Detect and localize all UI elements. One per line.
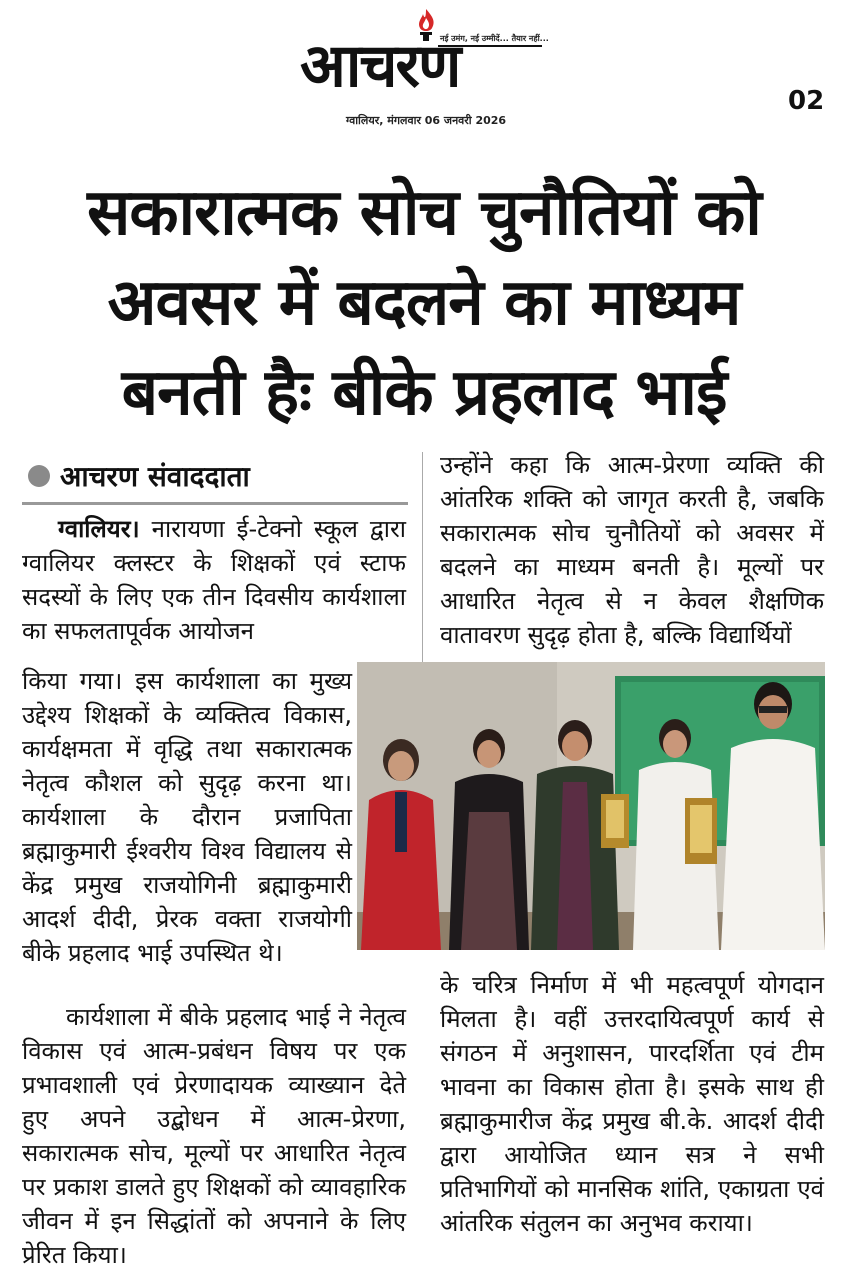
byline-text: आचरण संवाददाता [60, 460, 250, 493]
intro-text: नारायणा ई-टेक्नो स्कूल द्वारा ग्वालियर क्लस्टर के शिक्षकों एवं स्टाफ सदस्यों के लिए एक तीन दिवसीय कार्यशाला का सफलतापूर्वक आयोजन [22, 515, 406, 645]
headline-line-2: अवसर में बदलने का माध्यम [107, 266, 741, 340]
column-divider [422, 452, 423, 662]
article-right-top: उन्होंने कहा कि आत्म-प्रेरणा व्यक्ति की आंतरिक शक्ति को जागृत करती है, जबकि सकारात्मक सोच चुनौतियों को अवसर में बदलने का माध्यम बनती है। मूल्यों पर आधारित नेतृत्व से न केवल शैक्षणिक वातावरण सुदृढ़ होता है, बल्कि विद्यार्थियों [440, 451, 824, 649]
byline-divider [22, 502, 408, 505]
newspaper-logo: आचरण [300, 31, 460, 101]
masthead-tagline: नई उमंग, नई उम्मीदें... तैयार नहीं... [440, 34, 549, 43]
award-ceremony-photo [357, 662, 825, 950]
article-paragraph-2: कार्यशाला में बीके प्रहलाद भाई ने नेतृत्व विकास एवं आत्म-प्रबंधन विषय पर एक प्रभावशाली एवं प्रेरणादायक व्याख्यान देते हुए अपने उद्बोधन में आत्म-प्रेरणा, सकारात्मक सोच, मूल्यों पर आधारित नेतृत्व पर प्रकाश डालते हुए शिक्षकों को व्यावहारिक जीवन में इन सिद्धांतों को अपनाने के लिए प्रेरित किया। [22, 1003, 407, 1269]
lead-city: ग्वालियर। [58, 515, 140, 543]
headline [14, 168, 834, 438]
article-intro [22, 512, 406, 648]
masthead [0, 0, 847, 140]
article-right-bottom: के चरित्र निर्माण में भी महत्वपूर्ण योगदान मिलता है। वहीं उत्तरदायित्वपूर्ण कार्य से संगठन में अनुशासन, पारदर्शिता एवं टीम भावना का विकास होता है। इसके साथ ही ब्रह्माकुमारीज केंद्र प्रमुख बी.के. आदर्श दीदी द्वारा आयोजित ध्यान सत्र ने सभी प्रतिभागियों को मानसिक शांति, एकाग्रता एवं आंतरिक संतुलन का अनुभव कराया। [440, 971, 824, 1237]
bullet-dot-icon [28, 465, 50, 487]
event-photo [357, 662, 825, 950]
headline-line-3: बनती हैः बीके प्रहलाद भाई [121, 356, 727, 430]
byline [28, 456, 250, 496]
article-paragraph-1: किया गया। इस कार्यशाला का मुख्य उद्देश्य शिक्षकों के व्यक्तित्व विकास, कार्यक्षमता में वृद्धि तथा सकारात्मक नेतृत्व कौशल को सुदृढ़ करना था। कार्यशाला के दौरान प्रजापिता ब्रह्माकुमारी ईश्वरीय विश्व विद्यालय से केंद्र प्रमुख राजयोगिनी ब्रह्माकुमारी आदर्श दीदी, प्रेरक वक्ता राजयोगी बीके प्रहलाद भाई उपस्थित थे। [22, 667, 352, 967]
dateline: ग्वालियर, मंगलवार 06 जनवरी 2026 [346, 114, 507, 127]
page-number: 02 [788, 86, 825, 116]
headline-line-1: सकारात्मक सोच चुनौतियों को [87, 176, 761, 250]
